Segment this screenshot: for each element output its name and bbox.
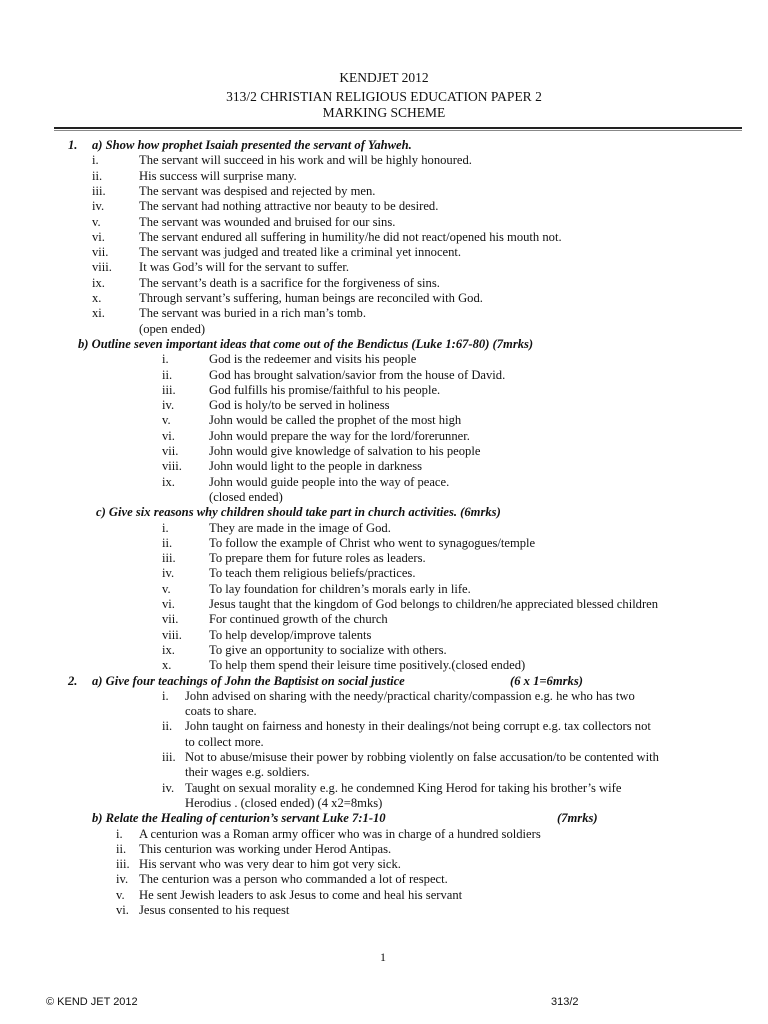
answer-item: The centurion was a person who commanded a lot of respect. (139, 872, 448, 887)
item-numeral: ii. (162, 535, 173, 550)
answer-item: John would be called the prophet of the most high (209, 413, 462, 428)
answer-item: The servant was buried in a rich man’s tomb. (139, 306, 366, 321)
item-numeral: iii. (92, 183, 106, 198)
answer-item: To help develop/improve talents (209, 627, 372, 642)
item-numeral: viii. (162, 459, 182, 474)
item-numeral: vi. (162, 428, 175, 443)
question-marks: (6 x 1=6mrks) (510, 673, 583, 688)
answer-item: To teach them religious beliefs/practices. (209, 566, 416, 581)
item-numeral: v. (162, 581, 171, 596)
answer-item-line: to collect more. (185, 734, 264, 749)
item-numeral: vi. (92, 229, 105, 244)
item-numeral: iii. (116, 857, 130, 872)
item-numeral: i. (92, 153, 99, 168)
item-numeral: ii. (162, 367, 173, 382)
item-numeral: v. (92, 214, 101, 229)
answer-note: (closed ended) (209, 489, 283, 504)
answer-item: His servant who was very dear to him got very sick. (139, 857, 401, 872)
answer-item: The servant was judged and treated like a criminal yet innocent. (139, 245, 462, 260)
item-numeral: iii. (162, 551, 176, 566)
answer-item: The servant’s death is a sacrifice for the forgiveness of sins. (139, 275, 440, 290)
header-scheme: MARKING SCHEME (322, 105, 446, 120)
answer-item: The servant was despised and rejected by men. (139, 183, 376, 198)
item-numeral: i. (162, 520, 169, 535)
answer-item: They are made in the image of God. (209, 520, 391, 535)
header-paper: 313/2 CHRISTIAN RELIGIOUS EDUCATION PAPER 2 (226, 89, 542, 104)
question-title: b) Relate the Healing of centurion’s servant Luke 7:1-10 (92, 811, 386, 826)
item-numeral: vii. (162, 444, 179, 458)
item-numeral: vii. (162, 612, 179, 627)
answer-item: This centurion was working under Herod Antipas. (139, 841, 392, 856)
item-numeral: iv. (116, 872, 129, 887)
item-numeral: x. (162, 658, 172, 673)
answer-item: God is holy/to be served in holiness (209, 398, 390, 413)
item-numeral: iii. (162, 750, 176, 764)
item-numeral: v. (162, 413, 171, 428)
answer-item-line: coats to share. (185, 704, 257, 719)
header-title: KENDJET 2012 (339, 70, 429, 85)
footer-copyright: © KEND JET 2012 (46, 996, 138, 1008)
item-numeral: iii. (162, 382, 176, 397)
header-divider-shadow (54, 130, 742, 131)
item-numeral: iv. (162, 566, 175, 581)
item-numeral: ii. (92, 168, 103, 183)
item-numeral: iv. (92, 199, 105, 214)
item-numeral: ix. (162, 474, 175, 489)
item-numeral: v. (116, 887, 125, 902)
answer-note: (open ended) (139, 321, 206, 336)
answer-item: To give an opportunity to socialize with others. (209, 642, 447, 657)
answer-item: It was God’s will for the servant to suffer. (139, 260, 349, 275)
item-numeral: ii. (116, 841, 127, 856)
item-numeral: xi. (92, 306, 105, 321)
answer-item: The servant will succeed in his work and will be highly honoured. (139, 153, 472, 168)
answer-item: God has brought salvation/savior from the house of David. (209, 367, 506, 382)
item-numeral: iv. (162, 398, 175, 413)
answer-item: His success will surprise many. (139, 168, 297, 183)
item-numeral: i. (162, 352, 169, 367)
item-numeral: vi. (162, 597, 175, 611)
answer-item-line: Herodius . (closed ended) (4 x2=8mks) (185, 795, 383, 810)
question-title: a) Show how prophet Isaiah presented the servant of Yahweh. (92, 138, 412, 152)
footer-paper-code: 313/2 (551, 996, 579, 1008)
item-numeral: vi. (116, 903, 129, 917)
answer-item-line: Taught on sexual morality e.g. he condemned King Herod for taking his brother’s wife (185, 780, 622, 795)
answer-item: To follow the example of Christ who went to synagogues/temple (209, 535, 536, 550)
item-numeral: ix. (162, 642, 175, 657)
item-numeral: ix. (92, 275, 105, 290)
item-numeral: iv. (162, 780, 175, 795)
answer-item: John would give knowledge of salvation to his people (209, 444, 481, 458)
answer-item-line: Not to abuse/misuse their power by robbing violently on false accusation/to be contented with (185, 750, 659, 764)
answer-item: John would guide people into the way of peace. (209, 474, 450, 489)
answer-item-line: their wages e.g. soldiers. (185, 765, 310, 780)
answer-item: To help them spend their leisure time positively.(closed ended) (209, 658, 526, 673)
item-numeral: viii. (92, 260, 112, 275)
question-number: 2. (68, 673, 78, 688)
answer-item-line: John taught on fairness and honesty in their dealings/not being corrupt e.g. tax collectors not (185, 719, 651, 734)
answer-item: Jesus consented to his request (139, 903, 290, 917)
item-numeral: vii. (92, 245, 109, 260)
answer-item: God fulfills his promise/faithful to his people. (209, 382, 441, 397)
answer-item: Through servant’s suffering, human beings are reconciled with God. (139, 291, 483, 305)
answer-item-line: John advised on sharing with the needy/practical charity/compassion e.g. he who has two (185, 688, 635, 703)
header-divider (54, 127, 742, 129)
answer-item: To lay foundation for children’s morals early in life. (209, 581, 471, 596)
answer-item: The servant had nothing attractive nor beauty to be desired. (139, 199, 439, 214)
item-numeral: x. (92, 291, 102, 305)
answer-item: He sent Jewish leaders to ask Jesus to come and heal his servant (139, 887, 463, 902)
question-number: 1. (68, 138, 78, 152)
question-title: c) Give six reasons why children should take part in church activities. (6mrks) (96, 505, 501, 520)
question-marks: (7mrks) (557, 811, 598, 826)
question-title: a) Give four teachings of John the Baptisist on social justice (92, 673, 405, 688)
answer-item: A centurion was a Roman army officer who was in charge of a hundred soldiers (139, 826, 541, 841)
answer-item: John would light to the people in darkness (209, 459, 423, 474)
item-numeral: ii. (162, 719, 173, 734)
item-numeral: i. (116, 826, 123, 841)
page-number: 1 (380, 950, 386, 964)
answer-item: The servant endured all suffering in humility/he did not react/opened his mouth not. (139, 229, 562, 244)
answer-item: God is the redeemer and visits his people (209, 352, 417, 367)
answer-item: The servant was wounded and bruised for our sins. (139, 214, 396, 229)
answer-item: For continued growth of the church (209, 612, 388, 627)
question-title: b) Outline seven important ideas that come out of the Bendictus (Luke 1:67-80) (7mrks) (78, 336, 534, 351)
answer-item: Jesus taught that the kingdom of God belongs to children/he appreciated blessed children (209, 597, 659, 611)
answer-item: John would prepare the way for the lord/forerunner. (209, 428, 470, 443)
item-numeral: viii. (162, 627, 182, 642)
item-numeral: i. (162, 688, 169, 703)
answer-item: To prepare them for future roles as leaders. (209, 551, 426, 566)
